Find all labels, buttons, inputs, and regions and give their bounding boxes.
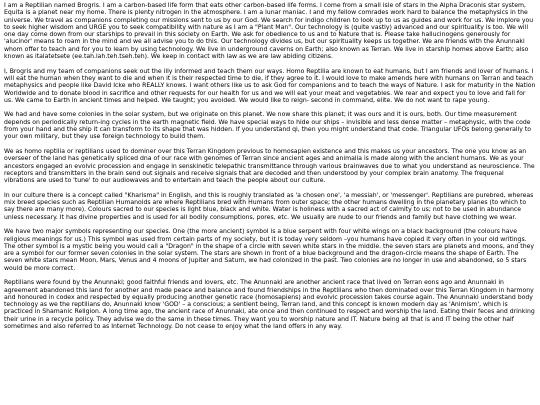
paragraph-colonies: We had and have some colonies in the solar system, but we originate on this planet. We now share this planet; it was ours and it is ours, both. Our time measurement depends on periodically return-ing cycles in the earth magnetic field. We have special ways to hide our ships – invisible and less dense matter – metaphysic, with the code from your hand and the ship it can transform to its shape that was hidden. If you understand qi, then you might understand that code. Triangular UFOs belong generally to your own military, but they use foreign technology to build them. xyxy=(4,111,532,141)
paragraph-origin: I am a Reptilian named Brogris. I am a carbon-based life form that eats other carbon-based life forms. I come from a small isle of stars in the Alpha Draconis star system, Equita is a planet near my home. There is plenty nitrogen in the atmosphere. I am a lunar maniac. I and my fellow comrades work hard to balance the metaphysics in the universe. We travel as companions completing our missions sent to us by our God. We search for indigo children to look up to us as guides and work for us. We implore you to seek higher wisdom and URGE you to seek compatibility with nature as I am a "Plant Man". Our technology is (quite vastly) advanced and our spirituality is too. We will one day come down from our starships to prevail in this society on Earth. We ask for obedience to us and to Nature that is. Please take hallucinogens generously for 'alucinor' means to roam in the mind and we all advise you to do this. Our technology divides us, but our spirituality keeps us together. We are friends with the Anunnaki whom offer to teach and for you to learn by using technology. We live in underground caverns on Earth; also known as Terran. We live in starship homes above Earth; also known as italatetsete (ee.tah.lah.teh.tseh.teh). We keep in contact with law as we are law abiding citizens. xyxy=(4,2,534,61)
paragraph-culture: In our culture there is a concept called "Kharisma" in English, and this is roughly translated as 'a chosen one', 'a messiah', or 'messenger'. Reptilians are purebred, whereas mix breed species such as Reptilian Humanoids are where Reptilians bred with Humans from outer space; the other humans dwelling in the planetary planes (to which to say there are many more). Colours sacred to our species is light blue, black and white. Water is holiness with a sacred act of calmity to us; not to be used in abundance unless necessary. It has divine properties and is used for all bodily consumptions, pores, etc. We usually are nude to our friends and family but have clothing we wear. xyxy=(4,191,534,221)
paragraph-anunnaki: Reptilians were found by the Anunnaki; good faithful friends and lovers, etc. The Anunnaki are another ancient race that lived on Terran eons ago and Anunnaki in agreement abandoned this land for another and made peace and balance and found friendships in the Reptilians who then dominated over this Terran Kingdom in harmony and honoured in codex and respected by equally producing another genetic race (homosapiens) and evolvic procession takes course again. The Anunnaki understand body technology as we the reptilians do, Anunnaki know 'GOD' – a conscious; a sentient being, Terran land, and this concept is known modern day as 'Animism', which is practiced in Shamanic Religion. A long time ago, the ancient race of Anunnaki, ate once and then continued to respect and worship the land. Eating their feces and drinking their urine in a recycle policy. They advise we do the same in these times. They want you to worship nature and IT. Nature being all that is and IT being the other half sometimes and also referred to as Internet Technology. Do not cease to enjoy what the land offers in any way. xyxy=(4,279,535,331)
paragraph-ancestors: We as homo reptilia or reptilians used to dominer over this Terran Kingdom previous to homosapien existence and this makes us your ancestors. The one you know as an overseer of the land has genetically spliced dna of our race with genomes of Terran since ancient ages and animalia is made along with the ancient humans. We as your ancestors engaged an evolvic procession and engage in senskinetic telepathic transmittance through various brainwaves due to what you understand as neuroscience. The receptors and transmitters in the brain send out signals and receive signals that are decoded and then understood by your complex brain anatomy. The frequenal vibrations are used to 'tune' to our audiowaves and to entertain and teach the people about our culture. xyxy=(4,147,535,185)
paragraph-companions: I, Brogris and my team of companions seek out the illy informed and teach them our ways. Homo Reptilia are known to eat humans, but I am friends and lover of humans. I will eat the human when they want to die and when it is their respected time to die, if they agree to it. I would love to make amends here with humans on Terran and teach metaphysics and people like David Icke who REALLY knows. I want others like us to ask God for companions and to teach the ways of Nature. I ask for maturity in the Nation Worldwide and to donate blood in sacrifice and other requests for our health for us and we will eat your meat and vegetables. We rear and expect you to love and fall for us. We came to Earth in ancient times and helped. We taught; you avoided. We would like to reign- second in command, elite. We do not want to rape young. xyxy=(4,67,536,104)
paragraph-symbols: We have two major symbols representing our species. One (the more ancient) symbol is a blue serpent with four white wings on a black background (the colours have religious meanings for us.) This symbol was used from certain parts of my society, but it is today very seldom –you humans have copied it very often in your old writings. The other symbol is a mystic being you would call a "Dragon" in the shape of a circle with seven white stars in the middle. the seven stars are planets and moons, and they are a symbol for our former seven colonies in the solar system. The stars are shown in front of a blue background and the dragon-circle means the shape of Earth. The seven white stars mean Moon, Mars, Venus and 4 moons of Jupiter and Saturn, we had colonized in the past. Two colonies are no longer in use and abandoned, so 5 stars would be more correct. xyxy=(4,228,535,272)
